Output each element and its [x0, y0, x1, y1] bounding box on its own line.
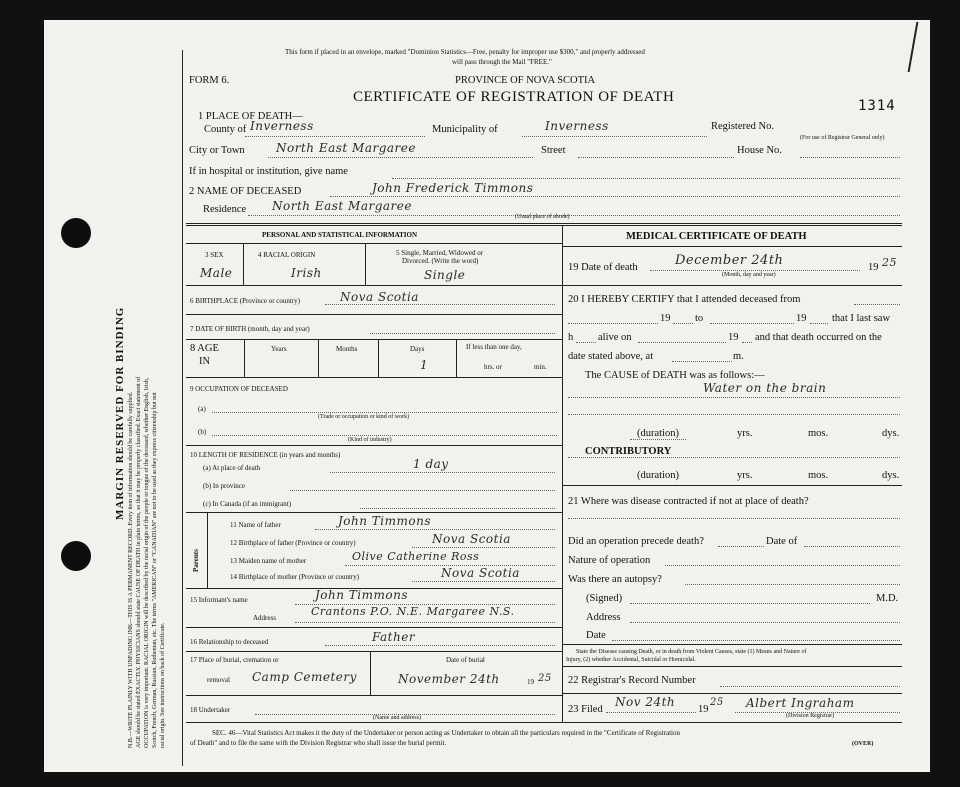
division-registrar-note: (Division Registrar): [786, 713, 835, 719]
registrar-use-note: (For use of Registrar General only): [800, 135, 885, 141]
registered-no-label: Registered No.: [711, 121, 774, 132]
informant-address-value: Crantons P.O. N.E. Margaree N.S.: [311, 605, 515, 618]
father-name-label: 11 Name of father: [230, 521, 281, 529]
house-no-label: House No.: [737, 145, 782, 156]
instruction-line-4: Scotch, French, German, Russian, Ruthenian, etc. The terms "AMERICAN" or "CANADIAN" are not to be used as they express citizenship but not: [152, 392, 158, 748]
operation-label: Did an operation precede death?: [568, 536, 704, 547]
cause-label: The CAUSE of DEATH was as follows:—: [585, 370, 765, 381]
hrs-label: hrs. or: [484, 363, 502, 371]
relationship-label: 16 Relationship to deceased: [190, 638, 269, 646]
years-label: Years: [271, 345, 287, 353]
operation-nature-label: Nature of operation: [568, 555, 651, 566]
informant-address-label: Address: [253, 614, 276, 622]
registrar-signature: Albert Ingraham: [746, 696, 855, 710]
deceased-name-label: 2 NAME OF DECEASED: [189, 186, 302, 197]
mother-birthplace-label: 14 Birthplace of mother (Province or country): [230, 573, 360, 581]
marital-value: Single: [424, 268, 466, 282]
informant-value: John Timmons: [315, 588, 409, 602]
less-than-day-label: If less than one day,: [466, 343, 522, 351]
occupation-b-note: (Kind of industry): [348, 437, 392, 443]
residence-a-value: 1 day: [413, 457, 449, 471]
undertaker-label: 18 Undertaker: [190, 706, 231, 714]
street-label: Street: [541, 145, 566, 156]
min-label: min.: [534, 363, 547, 371]
residence-value: North East Margaree: [272, 199, 412, 213]
age-in-label: IN: [199, 356, 211, 367]
burial-place-label-2: removal: [207, 676, 230, 684]
death-date-label: 19 Date of death: [568, 262, 638, 273]
certify-h: h: [568, 332, 574, 343]
autopsy-label: Was there an autopsy?: [568, 574, 662, 585]
mail-notice-2: will pass through the Mail "FREE.": [452, 58, 552, 66]
residence-c-label: (c) In Canada (if an immigrant): [203, 500, 292, 508]
filed-date-value: Nov 24th: [615, 695, 676, 709]
burial-place-value: Camp Cemetery: [252, 670, 357, 684]
burial-year-prefix: 19: [527, 678, 534, 686]
city-label: City or Town: [189, 145, 245, 156]
death-date-value: December 24th: [675, 253, 784, 268]
relationship-value: Father: [372, 630, 416, 644]
duration-label-1: (duration): [637, 428, 679, 439]
record-number-label: 22 Registrar's Record Number: [568, 675, 696, 686]
sidebar-divider: [182, 50, 183, 766]
marital-label-1: 5 Single, Married, Widowed or: [396, 249, 484, 257]
dys-label-2: dys.: [882, 470, 900, 481]
binder-hole-top: [61, 218, 91, 248]
hospital-label: If in hospital or institution, give name: [189, 166, 348, 177]
instruction-line-3: OCCUPATION is very important. RACIAL ORIGIN will be described by the racial origin of the people or tongue of the deceased, whether English, Irish,: [144, 377, 150, 748]
burial-date-label: Date of burial: [446, 656, 485, 664]
residence-a-label: (a) At place of death: [203, 464, 261, 472]
father-name-value: John Timmons: [338, 514, 432, 528]
medical-header: MEDICAL CERTIFICATE OF DEATH: [626, 231, 807, 242]
county-label: County of: [204, 124, 247, 135]
instruction-line-1: N.B.—WRITE PLAINLY WITH UNFADING INK—THIS IS A PERMANENT RECORD. Every item of information should be carefully supplied.: [128, 391, 134, 748]
father-birthplace-label: 12 Birthplace of father (Province or country): [230, 539, 356, 547]
certify-date-stated: date stated above, at: [568, 351, 654, 362]
residence-label: Residence: [203, 204, 247, 215]
days-label: Days: [410, 345, 425, 353]
form-number: FORM 6.: [189, 75, 230, 86]
violent-causes-note-2: Injury, (2) whether Accidental, Suicidal or Homicidal.: [566, 657, 696, 663]
statute-note-2: of Death" and to file the same with the Division Registrar who shall issue the burial permit.: [190, 739, 447, 747]
occupation-b-label: (b): [198, 428, 207, 436]
length-residence-label: 10 LENGTH OF RESIDENCE (in years and months): [190, 451, 341, 459]
death-year-value: 25: [882, 256, 897, 269]
father-birthplace-value: Nova Scotia: [432, 532, 511, 546]
birthplace-value: Nova Scotia: [340, 290, 419, 304]
duration-label-2: (duration): [637, 470, 679, 481]
statute-note-1: SEC. 46—Vital Statistics Act makes it the duty of the Undertaker or person acting as Undertaker to obtain all the particulars required in the "Certificate of Registration: [212, 729, 681, 737]
days-value: 1: [420, 358, 429, 372]
parents-label: Parents: [192, 549, 200, 572]
county-value: Inverness: [250, 119, 314, 133]
occupation-label: 9 OCCUPATION OF DECEASED: [190, 385, 288, 393]
certify-alive-on: alive on: [598, 332, 632, 343]
months-label: Months: [336, 345, 358, 353]
age-label: 8 AGE: [190, 343, 219, 354]
yrs-label-1: yrs.: [737, 428, 753, 439]
mother-name-value: Olive Catherine Ross: [352, 550, 480, 563]
contributory-label: CONTRIBUTORY: [585, 446, 672, 457]
mother-birthplace-value: Nova Scotia: [441, 566, 520, 580]
over-note: (OVER): [852, 741, 874, 747]
dys-label-1: dys.: [882, 428, 900, 439]
mos-label-2: mos.: [808, 470, 829, 481]
racial-origin-label: 4 RACIAL ORIGIN: [258, 251, 316, 259]
occupation-a-label: (a): [198, 405, 206, 413]
signed-label: (Signed): [586, 593, 623, 604]
death-date-note: (Month, day and year): [722, 272, 776, 278]
instruction-line-5: racial origin. See instructions on back of Certificate.: [160, 622, 166, 748]
md-label: M.D.: [876, 593, 899, 604]
violent-causes-note-1: State the Disease causing Death, or in death from Violent Causes, state (1) Means and Nature of: [576, 649, 807, 655]
certify-last-saw: that I last saw: [832, 313, 891, 324]
informant-label: 15 Informant's name: [190, 596, 248, 604]
certify-19c: 19: [728, 332, 739, 343]
certify-to: to: [695, 313, 704, 324]
yrs-label-2: yrs.: [737, 470, 753, 481]
burial-year-value: 25: [538, 673, 552, 684]
margin-binding-label: MARGIN RESERVED FOR BINDING: [114, 306, 126, 520]
cause-value: Water on the brain: [703, 381, 827, 395]
burial-place-label-1: 17 Place of burial, cremation or: [190, 656, 279, 664]
serial-number: 1314: [858, 98, 896, 114]
residence-note: (Usual place of abode): [515, 214, 570, 220]
personal-header: PERSONAL AND STATISTICAL INFORMATION: [262, 231, 418, 239]
medical-address-label: Address: [586, 612, 621, 623]
filed-year-value: 25: [710, 697, 724, 708]
death-year-prefix: 19: [868, 262, 879, 273]
undertaker-note: (Name and address): [373, 715, 421, 721]
filed-label: 23 Filed: [568, 704, 603, 715]
burial-date-value: November 24th: [398, 672, 500, 686]
municipality-label: Municipality of: [432, 124, 498, 135]
certify-19b: 19: [796, 313, 807, 324]
residence-b-label: (b) In province: [203, 482, 245, 490]
place-of-death-label: 1 PLACE OF DEATH—: [198, 111, 303, 122]
filed-year-prefix: 19: [698, 704, 709, 715]
deceased-name-value: John Frederick Timmons: [372, 181, 534, 195]
mos-label-1: mos.: [808, 428, 829, 439]
operation-date-label: Date of: [766, 536, 798, 547]
certify-19a: 19: [660, 313, 671, 324]
contracted-label: 21 Where was disease contracted if not at place of death?: [568, 496, 809, 507]
mail-notice-1: This form if placed in an envelope, marked "Dominion Statistics—Free, penalty for improper use $300," and properly addressed: [285, 48, 645, 56]
binder-hole-bottom: [61, 541, 91, 571]
certify-m: m.: [733, 351, 744, 362]
mother-name-label: 13 Maiden name of mother: [230, 557, 307, 565]
certify-death-occurred: and that death occurred on the: [755, 332, 882, 343]
page-title: CERTIFICATE OF REGISTRATION OF DEATH: [353, 89, 675, 105]
occupation-a-note: (Trade or occupation or kind of work): [318, 414, 410, 420]
sex-value: Male: [200, 266, 233, 280]
province-heading: PROVINCE OF NOVA SCOTIA: [455, 75, 596, 86]
city-value: North East Margaree: [276, 141, 416, 155]
instruction-line-2: AGE should be stated EXACTLY. PHYSICIANS should state CAUSE OF DEATH in plain terms, so that it may be properly classified. Exact statement of: [136, 376, 142, 748]
medical-date-label: Date: [586, 630, 606, 641]
dob-label: 7 DATE OF BIRTH (month, day and year): [190, 325, 310, 333]
municipality-value: Inverness: [545, 119, 609, 133]
sex-label: 3 SEX: [205, 251, 224, 259]
certify-line-1: 20 I HEREBY CERTIFY that I attended deceased from: [568, 294, 801, 305]
racial-origin-value: Irish: [291, 266, 322, 280]
birthplace-label: 6 BIRTHPLACE (Province or country): [190, 297, 301, 305]
marital-label-2: Divorced. (Write the word): [402, 257, 479, 265]
